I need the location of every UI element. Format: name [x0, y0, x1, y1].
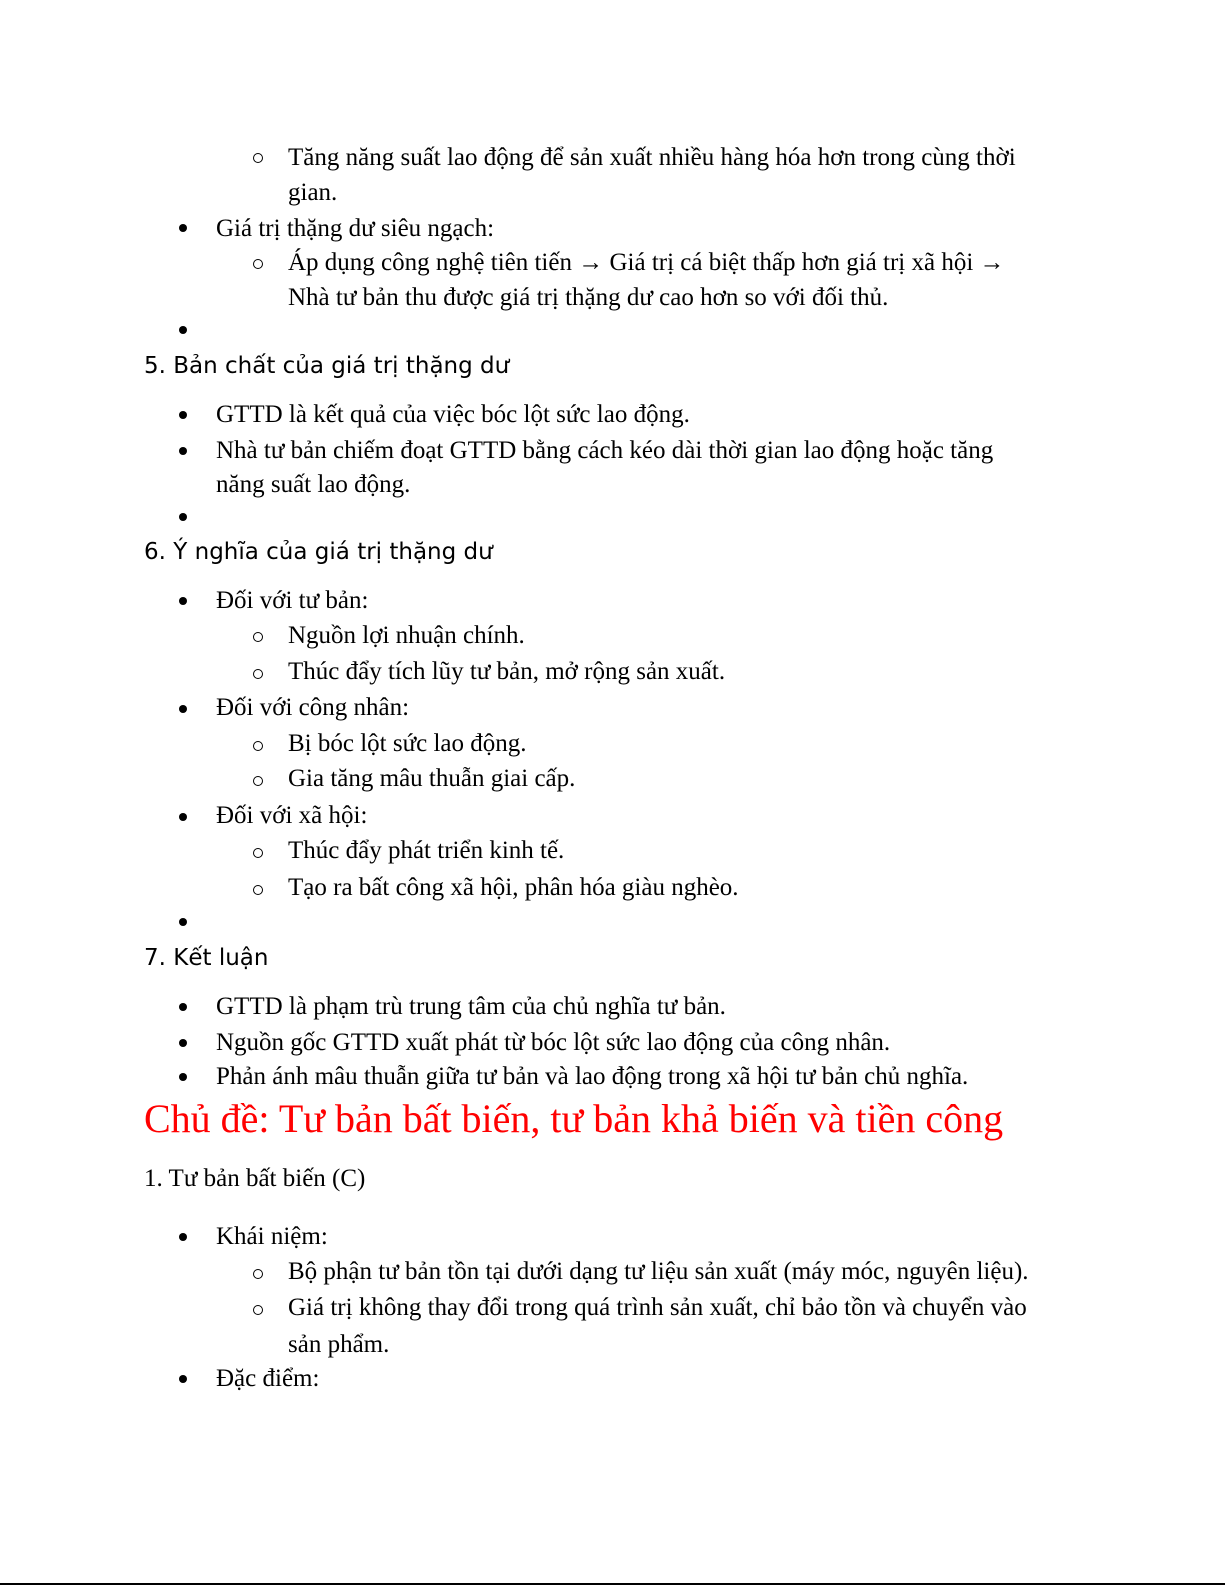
list-text: GTTD là kết quả của việc bóc lột sức lao động. — [216, 401, 690, 428]
list-text: Bị bóc lột sức lao động. — [288, 730, 527, 757]
list-text: Áp dụng công nghệ tiên tiến → Giá trị cá biệt thấp hơn giá trị xã hội → — [288, 249, 1005, 276]
bullet-marker — [179, 447, 187, 455]
bullet-marker — [179, 1003, 187, 1011]
list-text: Thúc đẩy tích lũy tư bản, mở rộng sản xuất. — [288, 658, 726, 685]
list-text: Bộ phận tư bản tồn tại dưới dạng tư liệu sản xuất (máy móc, nguyên liệu). — [288, 1258, 1029, 1285]
list-text: GTTD là phạm trù trung tâm của chủ nghĩa tư bản. — [216, 993, 726, 1020]
list-text: Nhà tư bản chiếm đoạt GTTD bằng cách kéo dài thời gian lao động hoặc tăng — [216, 437, 994, 464]
sub-bullet-marker — [253, 741, 263, 751]
list-text: Đối với xã hội: — [216, 802, 368, 829]
list-text: Giá trị không thay đổi trong quá trình sản xuất, chỉ bảo tồn và chuyển vào — [288, 1294, 1027, 1321]
bullet-marker — [179, 597, 187, 605]
sub-bullet-marker — [253, 669, 263, 679]
sub-bullet-marker — [253, 1305, 263, 1315]
empty-bullet-marker — [179, 918, 187, 926]
section-heading: 6. Ý nghĩa của giá trị thặng dư — [144, 539, 493, 565]
list-text: sản phẩm. — [288, 1331, 390, 1358]
list-text: Gia tăng mâu thuẫn giai cấp. — [288, 765, 576, 792]
empty-bullet-marker — [179, 326, 187, 334]
list-text: Đối với công nhân: — [216, 694, 410, 721]
bullet-marker — [179, 1073, 187, 1081]
list-text: Khái niệm: — [216, 1223, 328, 1250]
list-text: năng suất lao động. — [216, 471, 411, 498]
sub-heading: 1. Tư bản bất biến (C) — [144, 1165, 366, 1192]
list-text: Tạo ra bất công xã hội, phân hóa giàu nghèo. — [288, 874, 739, 901]
section-heading: 7. Kết luận — [144, 945, 269, 971]
list-text: Thúc đẩy phát triển kinh tế. — [288, 837, 565, 864]
bullet-marker — [179, 1233, 187, 1241]
sub-bullet-marker — [253, 885, 263, 895]
bullet-marker — [179, 1375, 187, 1383]
sub-bullet-marker — [253, 632, 263, 642]
list-text: Phản ánh mâu thuẫn giữa tư bản và lao động trong xã hội tư bản chủ nghĩa. — [216, 1063, 969, 1090]
bullet-marker — [179, 224, 187, 232]
sub-bullet-marker — [253, 848, 263, 858]
sub-bullet-marker — [253, 153, 263, 163]
list-text: Nguồn lợi nhuận chính. — [288, 622, 525, 649]
section-heading: 5. Bản chất của giá trị thặng dư — [144, 353, 510, 379]
list-text: Nhà tư bản thu được giá trị thặng dư cao hơn so với đối thủ. — [288, 284, 889, 311]
topic-title: Chủ đề: Tư bản bất biến, tư bản khả biến và tiền công — [144, 1096, 1004, 1141]
sub-bullet-marker — [253, 1269, 263, 1279]
list-text: Tăng năng suất lao động để sản xuất nhiều hàng hóa hơn trong cùng thời — [288, 144, 1016, 171]
sub-bullet-marker — [253, 776, 263, 786]
bullet-marker — [179, 1039, 187, 1047]
empty-bullet-marker — [179, 513, 187, 521]
list-text: Đặc điểm: — [216, 1365, 320, 1392]
list-text: Giá trị thặng dư siêu ngạch: — [216, 215, 495, 242]
sub-bullet-marker — [253, 259, 263, 269]
bullet-marker — [179, 813, 187, 821]
bullet-marker — [179, 705, 187, 713]
list-text: Đối với tư bản: — [216, 587, 369, 614]
bullet-marker — [179, 411, 187, 419]
list-text: Nguồn gốc GTTD xuất phát từ bóc lột sức lao động của công nhân. — [216, 1029, 891, 1056]
list-text: gian. — [288, 179, 338, 206]
